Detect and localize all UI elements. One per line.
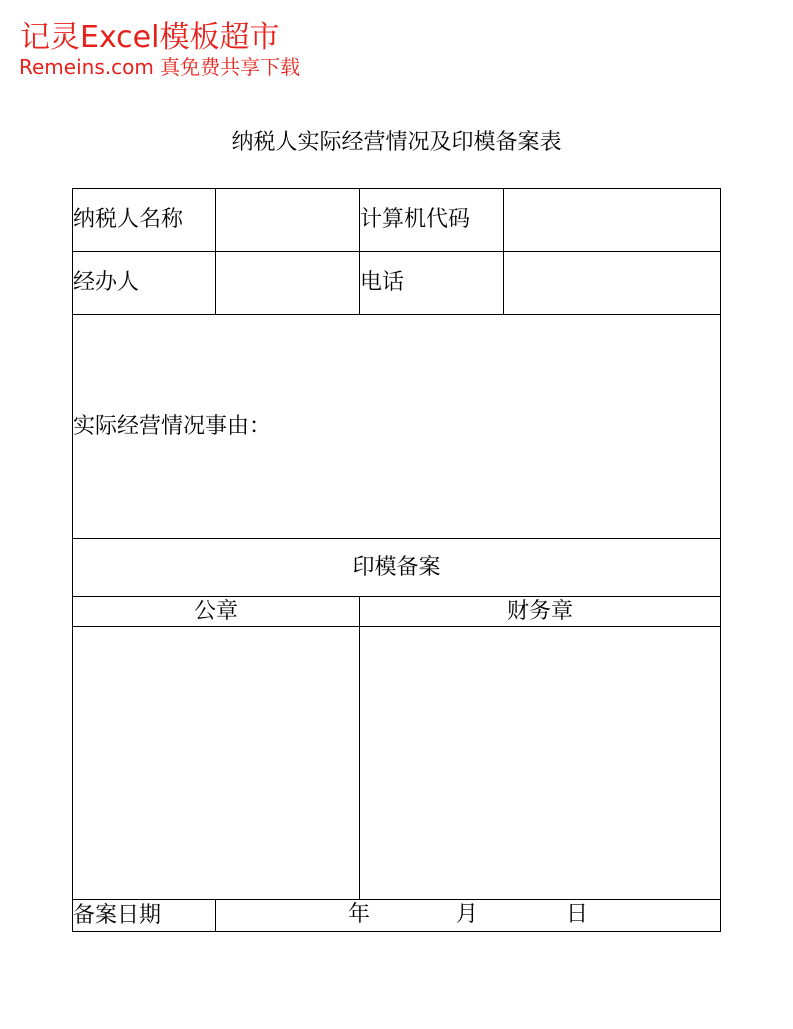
official-seal-label: 公章 — [73, 597, 360, 627]
form-title: 纳税人实际经营情况及印模备案表 — [231, 130, 562, 155]
filing-form-table — [72, 188, 721, 932]
date-year-label: 年 — [348, 902, 371, 927]
date-month-label: 月 — [456, 902, 479, 927]
row-filing-date — [73, 900, 721, 932]
row-reason — [73, 315, 721, 539]
seal-section-title: 印模备案 — [73, 539, 721, 597]
row-handler — [73, 252, 721, 315]
taxpayer-name-field[interactable] — [216, 189, 360, 252]
finance-seal-label: 财务章 — [360, 597, 721, 627]
finance-seal-area[interactable] — [360, 627, 721, 900]
taxpayer-name-label: 纳税人名称 — [73, 189, 216, 252]
handler-field[interactable] — [216, 252, 360, 315]
computer-code-label: 计算机代码 — [360, 189, 504, 252]
phone-field[interactable] — [504, 252, 721, 315]
watermark-line2: Remeins.com 真免费共享下载 — [19, 55, 301, 79]
computer-code-field[interactable] — [504, 189, 721, 252]
reason-label: 实际经营情况事由： — [73, 413, 272, 439]
row-seal-title — [73, 539, 721, 597]
reason-field[interactable] — [73, 315, 721, 539]
filing-date-field[interactable] — [216, 900, 721, 932]
phone-label: 电话 — [360, 252, 504, 315]
date-day-label: 日 — [566, 902, 589, 927]
row-seal-areas — [73, 627, 721, 900]
handler-label: 经办人 — [73, 252, 216, 315]
row-taxpayer — [73, 189, 721, 252]
official-seal-area[interactable] — [73, 627, 360, 900]
row-seal-headers — [73, 597, 721, 627]
filing-date-label: 备案日期 — [73, 900, 216, 932]
watermark-line1: 记灵Excel模板超市 — [20, 20, 280, 55]
